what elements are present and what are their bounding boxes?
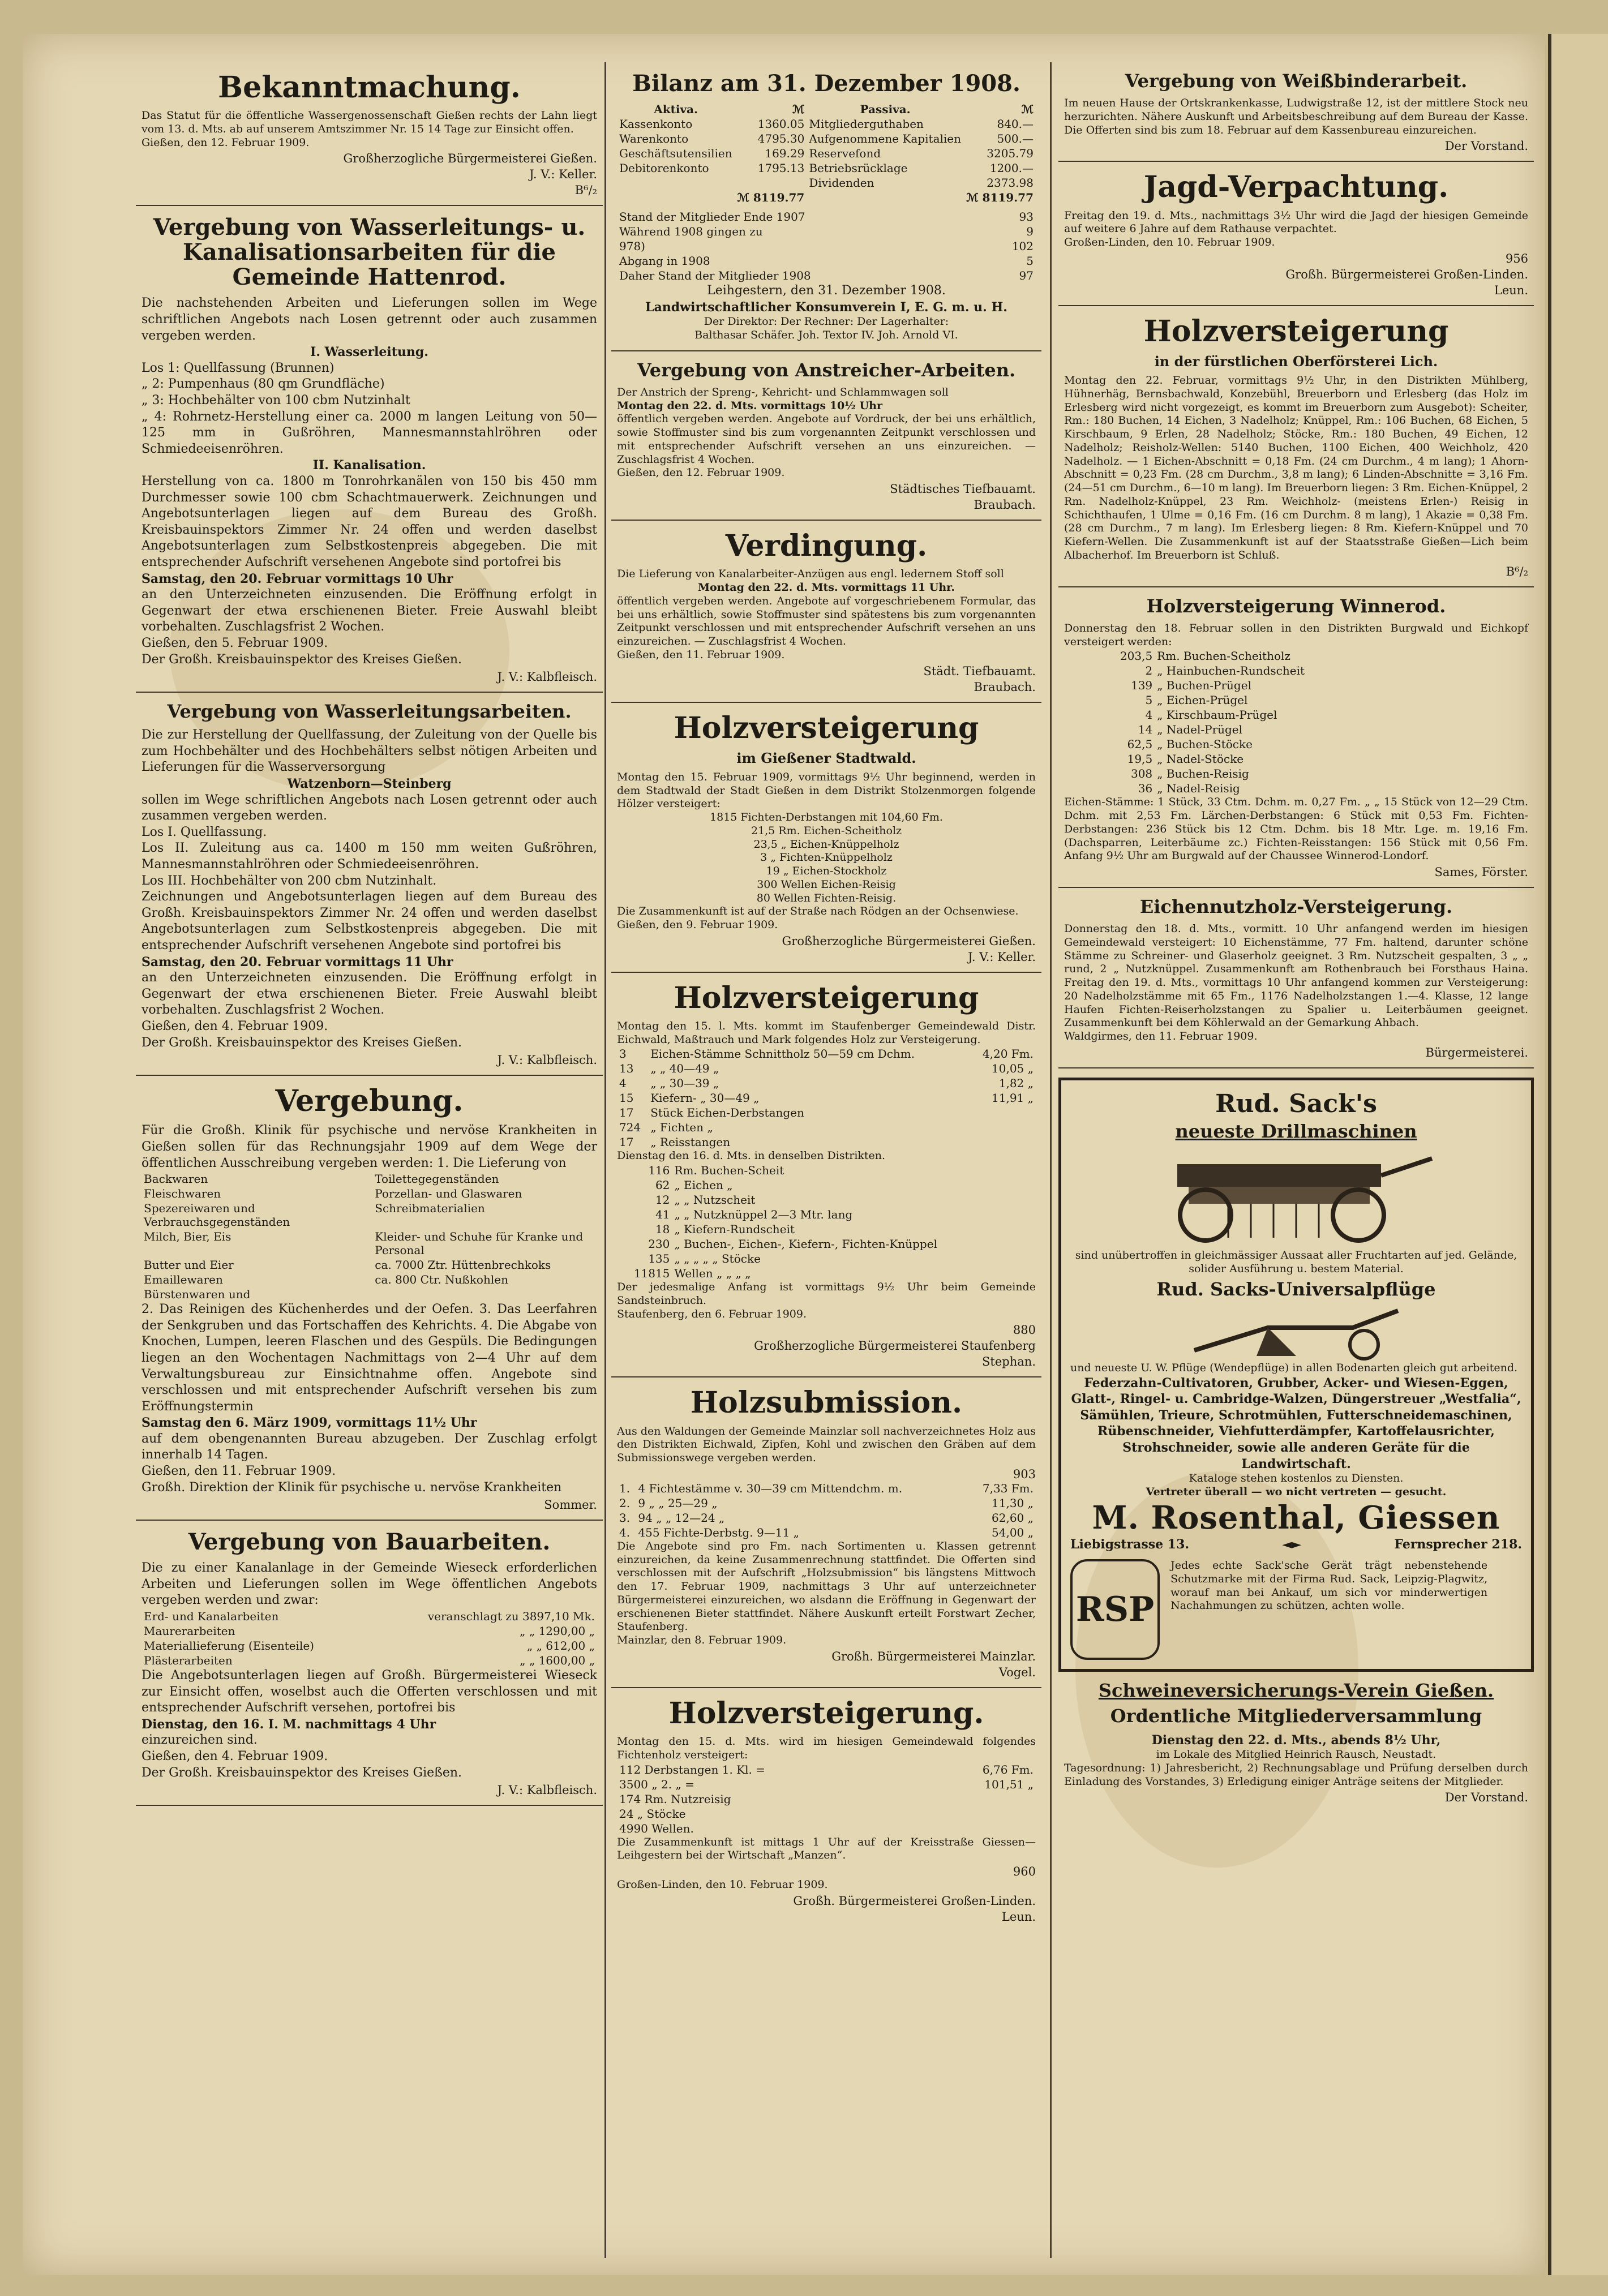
notice-title: Vergebung von Anstreicher-Arbeiten. (637, 359, 1016, 381)
notice-text: auf dem obengenannten Bureau abzugeben. Der Zuschlag erfolgt innerhalb 14 Tagen. (141, 1431, 597, 1462)
table-row: 41 „ „ Nutzknüppel 2—3 Mtr. lang (655, 1208, 853, 1222)
notice-date: Leihgestern, den 31. Dezember 1908. (707, 284, 946, 298)
notice-title: Vergebung von Wasserleitungs- u. Kanalisationsarbeiten für die Gemeinde Hattenrod. (153, 214, 586, 291)
notice-intro: Die zur Herstellung der Quellfassung, der Zuleitung von der Quelle bis zum Hochbehälter und des Hochbehälters selbst nötigen Arbeiten und Lieferungen für die Wasserversorgung (141, 728, 597, 775)
notice-signature-name: Leun. (1001, 1909, 1036, 1924)
notice-subtitle: im Gießener Stadtwald. (736, 749, 916, 766)
table-row: Debitorenkonto 1795.13 Betriebsrücklage 1200.— (619, 161, 1034, 175)
notice-signature: Großh. Bürgermeisterei Großen-Linden. (793, 1894, 1036, 1908)
notice-date: Gießen, den 4. Februar 1909. (141, 1019, 328, 1033)
table-row: 11815 Wellen „ „ „ „ (633, 1267, 751, 1281)
table-row: 62,5 „ Buchen-Stöcke (1127, 737, 1253, 752)
notice-text: 2. Das Reinigen des Küchenherdes und der Oefen. 3. Das Leerfahren der Senkgruben und das Fortschaffen des Kehrichts. 4. Die Abgabe von Knochen, Lumpen, leeren Flaschen und des Gespüls. Die Bedingungen liegen an den Wochentagen Nachmittags von 2—4 Uhr auf dem Verwaltungsbureau zur Einsichtnahme offen. Angebote sind verschlossen und mit entsprechender Aufschrift versehen bis zum Eröffnungstermin (141, 1302, 597, 1414)
column-middle (611, 62, 1041, 2258)
table-row: 18 „ Kiefern-Rundscheit (655, 1222, 795, 1237)
notice-verdingung (611, 521, 1041, 702)
notice-deadline: Montag den 22. d. Mts. vormittags 11 Uhr. (697, 581, 955, 594)
notice-signature: Der Vorstand. (1444, 139, 1528, 153)
ad-catalog: Kataloge stehen kostenlos zu Diensten. (1189, 1472, 1404, 1485)
table-row: 4. 455 Fichte-Derbstg. 9—11 „ 54,00 „ (619, 1525, 1034, 1539)
notice-intro: Die zu einer Kanalanlage in der Gemeinde Wieseck erforderlichen Arbeiten und Lieferungen sollen im Wege öffentlichen Angebots vergeben werden und zwar: (141, 1561, 597, 1608)
member-stats (617, 209, 1036, 283)
notice-holz-stadtwald (611, 703, 1041, 973)
arrow-icon: ◄► (1282, 1537, 1302, 1552)
table-row: 203,5 Rm. Buchen-Scheitholz (1120, 649, 1290, 663)
table-row: 139 „ Buchen-Prügel (1130, 679, 1251, 693)
notice-number: 960 (1013, 1865, 1036, 1879)
notice-date: Gießen, den 9. Februar 1909. (617, 919, 778, 931)
notice-signature: Großherzogliche Bürgermeisterei Staufenberg (754, 1339, 1036, 1353)
ad-trademark-notice: Jedes echte Sack'sche Gerät trägt nebenstehende Schutzmarke mit der Firma Rud. Sack, Leipzig-Plagwitz, worauf man bei Ankauf, um sich vor minderwertigen Nachahmungen zu schützen, achten wolle. (1170, 1559, 1488, 1612)
table-row: 17 Stück Eichen-Derbstangen (619, 1106, 804, 1120)
notice-schweineversicherung (1058, 1672, 1534, 1812)
table-row: 4 „ „ 30—39 „ 1,82 „ (619, 1076, 1034, 1091)
notice-signature: Der Großh. Kreisbauinspektor des Kreises Gießen. (141, 652, 462, 667)
notice-text: Der jedesmalige Anfang ist vormittags 9½ Uhr beim Gemeinde Sandsteinbruch. (617, 1281, 1036, 1307)
notice-vergebung-klinik (136, 1076, 603, 1521)
list-item: 19 „ Eichen-Stockholz (766, 865, 887, 877)
supply-item: ca. 800 Ctr. Nußkohlen (375, 1273, 508, 1287)
table-row: Während 1908 gingen zu 9 (619, 225, 1034, 238)
notice-signature-name: J. V.: Keller. (529, 168, 597, 182)
column-header: Passiva. (860, 102, 911, 116)
column-header: Aktiva. (654, 102, 698, 116)
notice-code: B⁶/₂ (1506, 564, 1528, 578)
table-row: 308 „ Buchen-Reisig (1130, 767, 1249, 781)
notice-signature: Der Vorstand. (1444, 1791, 1528, 1805)
notice-signature-name: Vogel. (998, 1665, 1036, 1679)
notice-holz-winnerod (1058, 587, 1534, 888)
notice-number: 880 (1013, 1323, 1036, 1337)
adjacent-page-edge (1548, 34, 1608, 2275)
notice-title: Vergebung von Weißbinderarbeit. (1125, 70, 1468, 92)
supply-item: Backwaren (144, 1172, 208, 1186)
notice-holz-grossen-linden (611, 1688, 1041, 1932)
notice-subtitle: in der fürstlichen Oberförsterei Lich. (1154, 353, 1438, 370)
list-item: 1815 Fichten-Derbstangen mit 104,60 Fm. (710, 811, 943, 823)
notice-title: Holzversteigerung. (668, 1696, 984, 1731)
trademark-logo: RSP (1070, 1559, 1160, 1660)
notice-signature: Großh. Direktion der Klinik für psychische u. nervöse Krankheiten (141, 1480, 562, 1495)
table-row: 174 Rm. Nutzreisig (619, 1792, 731, 1806)
table-row: 2. 9 „ „ 25—29 „ 11,30 „ (619, 1496, 1034, 1510)
notice-title: Holzversteigerung (674, 980, 979, 1015)
currency-header: ℳ (792, 102, 805, 116)
notice-signature-name: Stephan. (982, 1355, 1036, 1369)
table-row: Plästerarbeiten „ „ 1600,00 „ (144, 1654, 595, 1668)
table-row: 12 „ „ Nutzscheit (655, 1193, 756, 1207)
timber-table (617, 1163, 1036, 1281)
lot-item: „ 4: Rohrnetz-Herstellung einer ca. 2000 m langen Leitung von 50—125 mm in Gußröhren, Mannesmannstahlröhren oder Schmiedeeisenröhren. (141, 409, 597, 456)
notice-bauarbeiten (136, 1521, 603, 1806)
table-row: Kassenkonto 1360.05 Mitgliederguthaben 840.— (619, 117, 1034, 131)
notice-text: Donnerstag den 18. d. Mts., vormitt. 10 Uhr anfangend werden im hiesigen Gemeindewald versteigert: 10 Eichenstämme, 77 Fm. haltend, darunter schöne Stämme zu Schreiner- und Glaserholz geeignet. 3 Rm. Nutzscheit gespalten, 3 „ „ rund, 2 „ Nutzknüppel. Zusammenkunft am Rothenbrauch bei Forsthaus Haina. Freitag den 19. d. Mts., vormittags 10 Uhr anfangend kommen zur Versteigerung: 20 Nadelholzstämme mit 65 Fm., 1176 Nadelholzstangen 1.—4. Klasse, 12 lange Haufen Fichten-Reiserholzstangen zu Spalier u. Leiterbäumen geeignet. Zusammenkunft bei dem Köhlerwald an der Gemarkung Ahbach. (1064, 922, 1528, 1029)
table-row: 978) 102 (619, 239, 1034, 253)
notice-title: Vergebung. (275, 1084, 464, 1119)
notice-holzsubmission (611, 1377, 1041, 1688)
table-row: Dividenden 2373.98 (809, 176, 1034, 190)
table-row: Daher Stand der Mitglieder 1908 97 (619, 269, 1034, 282)
supply-item: Bürstenwaren und (144, 1288, 251, 1302)
column-left (136, 62, 603, 2258)
notice-eichennutzholz (1058, 888, 1534, 1068)
notice-date: Gießen, den 12. Februar 1909. (141, 136, 310, 149)
notice-text: Aus den Waldungen der Gemeinde Mainzlar soll nachverzeichnetes Holz aus den Distrikten Eichwald, Zipfen, Kohl und zwischen den Gräben auf dem Submissionswege vergeben werden. (617, 1424, 1036, 1465)
table-row: 14 „ Nadel-Prügel (1138, 723, 1243, 737)
notice-deadline: Dienstag, den 16. I. M. nachmittags 4 Uhr (141, 1716, 436, 1732)
supply-item: Schreibmaterialien (375, 1201, 485, 1216)
notice-deadline: Montag den 22. d. Mts. vormittags 10½ Uhr (617, 399, 882, 412)
notice-signature: Großh. Bürgermeisterei Großen-Linden. (1285, 267, 1528, 281)
list-item: 300 Wellen Eichen-Reisig (757, 878, 896, 891)
notice-title: Eichennutzholz-Versteigerung. (1139, 896, 1453, 917)
place-heading: Watzenborn—Steinberg (287, 776, 452, 792)
notice-text: Eichen-Stämme: 1 Stück, 33 Ctm. Dchm. m. 0,27 Fm. „ „ 15 Stück von 12—29 Ctm. Dchm. mit 2,53 Fm. Lärchen-Derbstangen: 6 Stück mit 0,53 Fm. Fichten-Derbstangen: 236 Stück bis 12 Ctm. Dchm. bis 18 Mtr. Lge. m. 19,16 Fm. (Dachsparren, Leiterbäume zc.) Fichten-Reisstangen: 156 Stück mit 0,56 Fm. Anfang 9½ Uhr am Burgwald auf der Chaussee Winnerod-Londorf. (1064, 796, 1528, 862)
advertisement-rud-sack (1058, 1078, 1534, 1672)
table-row: 2 „ Hainbuchen-Rundscheit (1145, 664, 1305, 678)
table-row: 135 „ „ „ „ „ Stöcke (648, 1252, 761, 1266)
notice-deadline: Samstag, den 20. Februar vormittags 10 Uhr (141, 571, 453, 586)
notice-signature: Bürgermeisterei. (1425, 1045, 1528, 1059)
supply-item: Toilettegegenständen (375, 1172, 499, 1186)
ad-headline: neueste Drillmaschinen (1175, 1120, 1417, 1142)
section-heading: I. Wasserleitung. (310, 345, 428, 360)
notice-bekanntmachung (136, 62, 603, 206)
ad-dealer-phone: Fernsprecher 218. (1394, 1537, 1522, 1552)
ad-agents: Vertreter überall — wo nicht vertreten — gesucht. (1146, 1485, 1447, 1498)
ad-plough-text: und neueste U. W. Pflüge (Wendepflüge) in allen Bodenarten gleich gut arbeitend. (1070, 1361, 1518, 1374)
table-row: 1. 4 Fichtestämme v. 30—39 cm Mittendchm. m. 7,33 Fm. (619, 1481, 1034, 1495)
notice-signature: Großherzogliche Bürgermeisterei Gießen. (343, 152, 597, 166)
supply-item: Porzellan- und Glaswaren (375, 1187, 522, 1201)
table-row: Erd- und Kanalarbeiten veranschlagt zu 3897,10 Mk. (144, 1610, 595, 1624)
notice-title: Holzversteigerung (1143, 314, 1449, 349)
notice-intro: Für die Großh. Klinik für psychische und nervöse Krankheiten in Gießen sollen für das Rechnungsjahr 1909 auf dem Wege der öffentlichen Ausschreibung vergeben werden: 1. Die Lieferung von (141, 1123, 597, 1170)
supply-item: ca. 7000 Ztr. Hüttenbrechkoks (375, 1258, 551, 1272)
notice-signature: Städt. Tiefbauamt. (923, 664, 1036, 678)
notice-title: Bekanntmachung. (218, 70, 521, 105)
table-row: 5 „ Eichen-Prügel (1145, 693, 1248, 707)
column-rule (604, 62, 606, 2258)
column-right (1058, 62, 1534, 2258)
notice-signature-name: Braubach. (974, 498, 1036, 512)
notice-anstreicher (611, 351, 1041, 521)
notice-text: Die Zusammenkunft ist auf der Straße nach Rödgen an der Ochsenwiese. (617, 905, 1019, 918)
table-row: 36 „ Nadel-Reisig (1138, 782, 1240, 796)
notice-signature-name: Leun. (1494, 283, 1528, 297)
table-row: Maurerarbeiten „ „ 1290,00 „ (144, 1624, 595, 1638)
notice-signature-name: J. V.: Keller. (968, 950, 1036, 964)
notice-text: Donnerstag den 18. Februar sollen in den Distrikten Burgwald und Eichkopf versteigert werden: (1064, 621, 1528, 648)
lot-item: Los 1: Quellfassung (Brunnen) (141, 361, 335, 375)
ad-tagline: sind unübertroffen in gleichmässiger Aussaat aller Fruchtarten auf jed. Gelände, solider Ausführung u. bestem Material. (1075, 1249, 1517, 1275)
notice-text: öffentlich vergeben werden. Angebote auf Vordruck, der bei uns erhältlich, sowie Stoffmuster sind bis zum vorgenannten Zeitpunkt verschlossen und mit entsprechender Aufschrift versehen an uns einzureichen. — Zuschlagsfrist 4 Wochen. (617, 413, 1036, 466)
supply-item: Butter und Eier (144, 1258, 234, 1272)
timber-table (1064, 649, 1528, 796)
ad-brand: Rud. Sack's (1215, 1089, 1377, 1118)
table-row: 17 „ Reisstangen (619, 1135, 731, 1149)
organization: Landwirtschaftlicher Konsumverein I, E. G. m. u. H. (645, 299, 1007, 315)
ad-plough-heading: Rud. Sacks-Universalpflüge (1156, 1278, 1436, 1300)
notice-date: Großen-Linden, den 10. Februar 1909. (617, 1878, 828, 1891)
currency-header: ℳ (1021, 102, 1034, 116)
notice-text: Montag den 22. Februar, vormittags 9½ Uhr, in den Distrikten Mühlberg, Hühnerhäg, Bernsbachwald, Konzebühl, Breuerborn und Erlesberg (das Holz im Erlesberg wird nicht vorgezeigt, es kommt im Breuerborn zum Ausgebot): Scheiter, Rm.: 180 Buchen, 14 Eichen, 3 Nadelholz; Knüppel, Rm.: 106 Buchen, 68 Eichen, 5 Kirschbaum, 9 Erlen, 28 Nadelholz; Stöcke, Rm.: 180 Buchen, 49 Eichen, 12 Nadelholz; Reisholz-Wellen: 5140 Buchen, 1100 Eichen, 400 Weichholz, 420 Nadelholz. — 1 Eichen-Abschnitt = 0,18 Fm. (24 cm Durchm., 4 m lang); 1 Ahorn-Abschnitt = 0,23 Fm. (28 cm Durchm., 3,8 m lang); 6 Linden-Abschnitte = 3,16 Fm. (24—51 cm Durchm., 6—10 m lang). Im Breuerborn liegen: 3 Rm. Eichen-Knüppel, 2 Rm. Nadelholz-Knüppel, 23 Rm. Weichholz- (meistens Erlen-) Reisig in Schichthaufen, 1 Ulme = 0,16 Fm. (16 cm Durchm. 8 m lang), 1 Akazie = 0,38 Fm. (28 cm Durchm., 7 m lang). Im Erlesberg liegen: 8 Rm. Kiefern-Knüppel und 70 Kiefern-Wellen. Die Zusammenkunft ist auf der Staatsstraße Gießen—Lich beim Albacherhof. Im Breuerborn ist Schluß. (1064, 374, 1528, 561)
notice-title: Holzversteigerung (674, 710, 979, 745)
notice-subtitle: Ordentliche Mitgliederversammlung (1110, 1705, 1482, 1727)
notice-date: Dienstag den 22. d. Mts., abends 8½ Uhr, (1151, 1732, 1441, 1748)
notice-signature-name: Sommer. (544, 1498, 597, 1512)
table-row: 4990 Wellen. (619, 1821, 694, 1835)
drill-machine-illustration (1155, 1147, 1438, 1243)
table-row: 3500 „ 2. „ = 101,51 „ (619, 1777, 1034, 1791)
notice-text: Montag den 15. Februar 1909, vormittags 9½ Uhr beginnend, werden in dem Stadtwald der Stadt Gießen in dem Distrikt Stolzenmorgen folgende Hölzer versteigert: (617, 770, 1036, 810)
list-item: 3 „ Fichten-Knüppelholz (760, 851, 893, 864)
notice-text: Dienstag den 16. d. Mts. in denselben Distrikten. (617, 1149, 886, 1162)
balance-table (617, 102, 1036, 205)
supply-item: Spezereiwaren und Verbrauchsgegenständen (144, 1201, 290, 1229)
column-rule (1050, 62, 1052, 2258)
list-item: 80 Wellen Fichten-Reisig. (756, 891, 897, 904)
table-row: 3. 94 „ „ 12—24 „ 62,60 „ (619, 1510, 1034, 1525)
table-row: Abgang in 1908 5 (619, 254, 1034, 268)
notice-location: im Lokale des Mitglied Heinrich Rausch, Neustadt. (1156, 1748, 1437, 1761)
notice-signature-name: Braubach. (974, 680, 1036, 694)
notice-date: Waldgirmes, den 11. Februar 1909. (1064, 1030, 1258, 1043)
lot-item: „ 3: Hochbehälter von 100 cbm Nutzinhalt (141, 393, 410, 407)
notice-signature-name: J. V.: Kalbfleisch. (497, 1053, 597, 1067)
notice-date: Gießen, den 11. Februar 1909. (617, 648, 785, 661)
notice-signature: Sames, Förster. (1434, 865, 1528, 879)
roles: Der Direktor: Der Rechner: Der Lagerhalter: (704, 315, 949, 328)
notice-title: Verdingung. (725, 529, 928, 564)
section-heading: II. Kanalisation. (312, 458, 426, 473)
notice-title: Holzsubmission. (690, 1385, 963, 1420)
notice-signature: Der Großh. Kreisbauinspektor des Kreises Gießen. (141, 1765, 462, 1780)
notice-title: Vergebung von Wasserleitungsarbeiten. (167, 701, 572, 723)
supply-item: Milch, Bier, Eis (144, 1230, 231, 1244)
ad-dealer-address: Liebigstrasse 13. (1070, 1537, 1190, 1552)
notice-title: Jagd-Verpachtung. (1143, 170, 1449, 205)
notice-number: 903 (1013, 1467, 1036, 1481)
notice-signature: Großh. Bürgermeisterei Mainzlar. (831, 1649, 1036, 1663)
notice-text: Tagesordnung: 1) Jahresbericht, 2) Rechnungsablage und Prüfung derselben durch Einladung des Vorstandes, 3) Erledigung einiger Anträge seitens der Mitglieder. (1064, 1761, 1528, 1788)
table-row: 19,5 „ Nadel-Stöcke (1127, 752, 1244, 766)
lot-item: Los I. Quellfassung. (141, 825, 267, 839)
notice-jagd (1058, 162, 1534, 306)
notice-text: Die Lieferung von Kanalarbeiter-Anzügen aus engl. ledernem Stoff soll (617, 568, 1004, 581)
table-row: 116 Rm. Buchen-Scheit (648, 1164, 784, 1178)
table-row: 15 Kiefern- „ 30—49 „ 11,91 „ (619, 1091, 1034, 1105)
notice-deadline: Samstag den 6. März 1909, vormittags 11½ Uhr (141, 1415, 477, 1431)
notice-text: Montag den 15. l. Mts. kommt im Staufenberger Gemeindewald Distr. Eichwald, Maßtrauch und Mark folgendes Holz zur Versteigerung. (617, 1019, 1036, 1046)
notice-date: Mainzlar, den 8. Februar 1909. (617, 1634, 787, 1647)
list-item: 23,5 „ Eichen-Knüppelholz (753, 838, 899, 851)
notice-date: Staufenberg, den 6. Februar 1909. (617, 1307, 807, 1320)
table-row: 13 „ „ 40—49 „ 10,05 „ (619, 1062, 1034, 1076)
ad-dealer-name: M. Rosenthal, Giessen (1092, 1499, 1500, 1537)
notice-code: B⁶/₂ (574, 183, 597, 198)
table-row: 62 „ Eichen „ (655, 1178, 733, 1192)
notice-text: Die Angebotsunterlagen liegen auf Großh. Bürgermeisterei Wieseck zur Einsicht offen, woselbst auch die Offerten verschlossen und mit entsprechender Aufschrift versehen, portofrei bis (141, 1668, 597, 1715)
supply-item: Kleider- und Schuhe für Kranke und Personal (375, 1230, 584, 1258)
lot-item: „ 2: Pumpenhaus (80 qm Grundfläche) (141, 377, 385, 392)
notice-text: sollen im Wege schriftlichen Angebots nach Losen getrennt oder auch zusammen vergeben werden. (141, 792, 597, 823)
notice-date: Großen-Linden, den 10. Februar 1909. (1064, 236, 1275, 249)
notice-number: 956 (1505, 251, 1528, 265)
lot-item: Los III. Hochbehälter von 200 cbm Nutzinhalt. (141, 873, 437, 888)
notice-holz-lich (1058, 306, 1534, 587)
notice-bilanz (611, 62, 1041, 351)
notice-text: Das Statut für die öffentliche Wassergenossenschaft Gießen rechts der Lahn liegt vom 13. d. Mts. ab auf unserem Amtszimmer Nr. 15 14 Tage zur Einsicht offen. (141, 109, 597, 135)
notice-text: Die Zusammenkunft ist mittags 1 Uhr auf der Kreisstraße Giessen—Leihgestern bei der Wirtschaft „Manzen“. (617, 1835, 1036, 1862)
notice-text: Montag den 15. d. Mts. wird im hiesigen Gemeindewald folgendes Fichtenholz versteigert: (617, 1735, 1036, 1761)
notice-date: Gießen, den 4. Februar 1909. (141, 1749, 328, 1763)
notice-date: Gießen, den 12. Februar 1909. (617, 466, 785, 479)
notice-signature-name: J. V.: Kalbfleisch. (497, 670, 597, 684)
notice-holz-staufenberg (611, 973, 1041, 1378)
list-item: 21,5 Rm. Eichen-Scheitholz (751, 824, 902, 837)
notice-text: Freitag den 19. d. Mts., nachmittags 3½ Uhr wird die Jagd der hiesigen Gemeinde auf weitere 6 Jahre auf dem Rathause verpachtet. (1064, 209, 1528, 235)
notice-title: Holzversteigerung Winnerod. (1146, 595, 1446, 617)
notice-text: an den Unterzeichneten einzusenden. Die Eröffnung erfolgt in Gegenwart der etwa erschienenen Bieter. Freie Auswahl bleibt vorbehalten. Zuschlagsfrist 2 Wochen. (141, 587, 597, 634)
notice-text: einzureichen sind. (141, 1733, 258, 1748)
table-row: 112 Derbstangen 1. Kl. = 6,76 Fm. (619, 1762, 1034, 1776)
notice-title: Bilanz am 31. Dezember 1908. (632, 70, 1020, 97)
notice-signature-name: J. V.: Kalbfleisch. (497, 1783, 597, 1797)
names: Balthasar Schäfer. Joh. Textor IV. Joh. Arnold VI. (694, 328, 958, 341)
notice-text: öffentlich vergeben werden. Angebote auf vorgeschriebenem Formular, das bei uns erhältlich, sowie Stoffmuster sind spätestens bis zum vorgenannten Zeitpunkt verschlossen und mit entsprechender Aufschrift versehen an uns einzureichen. — Zuschlagsfrist 4 Wochen. (617, 594, 1036, 648)
notice-weissbinder (1058, 62, 1534, 162)
ad-dealer-contact (1070, 1537, 1522, 1553)
notice-text: Im neuen Hause der Ortskrankenkasse, Ludwigstraße 12, ist der mittlere Stock neu herzurichten. Nähere Auskunft und Arbeitsbeschreibung auf dem Bureau der Kasse. Die Offerten sind bis zum 18. Februar auf dem Kassenbureau einzureichen. (1064, 97, 1528, 136)
notice-title: Schweineversicherungs-Verein Gießen. (1098, 1680, 1494, 1702)
notice-text: Der Anstrich der Spreng-, Kehricht- und Schlammwagen soll (617, 385, 949, 398)
table-row: Materiallieferung (Eisenteile) „ „ 612,00 „ (144, 1639, 595, 1653)
notice-signature: Städtisches Tiefbauamt. (890, 482, 1036, 496)
notice-signature: Der Großh. Kreisbauinspektor des Kreises Gießen. (141, 1035, 462, 1050)
table-row: 4 „ Kirschbaum-Prügel (1145, 708, 1277, 722)
timber-table (617, 1046, 1036, 1149)
plough-illustration (1183, 1305, 1409, 1362)
notice-date: Gießen, den 11. Februar 1909. (141, 1464, 336, 1479)
notice-signature: Großherzogliche Bürgermeisterei Gießen. (782, 934, 1036, 948)
lot-item: Los II. Zuleitung aus ca. 1400 m 150 mm weiten Gußröhren, Mannesmannstahlröhren oder Schmiedeeisenröhren. (141, 841, 597, 872)
timber-table (617, 1762, 1036, 1836)
notice-text: Zeichnungen und Angebotsunterlagen liegen auf dem Bureau des Großh. Kreisbauinspektors Zimmer Nr. 24 offen und werden daselbst Angebotsunterlagen zum Selbstkostenpreis abgegeben. Die mit entsprechender Aufschrift versehenen Angebote sind portofrei bis (141, 890, 597, 952)
table-row: 724 „ Fichten „ (619, 1121, 713, 1135)
supply-item: Fleischwaren (144, 1187, 221, 1201)
ad-trademark-block (1070, 1559, 1522, 1660)
notice-deadline: Samstag, den 20. Februar vormittags 11 Uhr (141, 954, 453, 969)
notice-hattenrod (136, 206, 603, 693)
table-row: 3 Eichen-Stämme Schnittholz 50—59 cm Dchm. 4,20 Fm. (619, 1047, 1034, 1061)
ad-product-list: Federzahn-Cultivatoren, Grubber, Acker- und Wiesen-Eggen, Glatt-, Ringel- u. Cambridge-Walzen, Düngerstreuer „Westfalia“, Sämühlen, Trieure, Schrotmühlen, Futterschneidemaschinen, Rübenschneider, Viehfutterdämpfer, Kartoffelausrichter, Strohschneider, sowie alle anderen Geräte für die Landwirtschaft. (1071, 1375, 1521, 1471)
supply-list (141, 1171, 597, 1302)
supply-item: Emaillewaren (144, 1273, 223, 1287)
table-row: Stand der Mitglieder Ende 1907 93 (619, 210, 1034, 224)
table-row: Geschäftsutensilien 169.29 Reservefond 3205.79 (619, 147, 1034, 160)
notice-text: an den Unterzeichneten einzusenden. Die Eröffnung erfolgt in Gegenwart der etwa erschienenen Bieter. Freie Auswahl bleibt vorbehalten. Zuschlagsfrist 2 Wochen. (141, 971, 597, 1018)
timber-table (617, 1481, 1036, 1540)
table-row: Warenkonto 4795.30 Aufgenommene Kapitalien 500.— (619, 132, 1034, 145)
notice-title: Vergebung von Bauarbeiten. (188, 1529, 551, 1556)
notice-text: Die Angebote sind pro Fm. nach Sortimenten u. Klassen getrennt einzureichen, da keine Zusammenrechnung stattfindet. Die Offerten sind verschlossen mit der Aufschrift „Holzsubmission“ bis längstens Mittwoch den 17. Februar 1909, nachmittags 3 Uhr auf unterzeichneter Bürgermeisterei einzureichen, wo alsdann die Eröffnung in Gegenwart der erschienenen Bieter stattfindet. Nähere Auskunft erteilt Forstwart Zecher, Staufenberg. (617, 1539, 1036, 1633)
table-row: 24 „ Stöcke (619, 1806, 686, 1821)
table-row: 230 „ Buchen-, Eichen-, Kiefern-, Fichten-Knüppel (648, 1237, 937, 1251)
cost-table (141, 1609, 597, 1668)
table-total-row: ℳ 8119.77 ℳ 8119.77 (737, 191, 1034, 204)
notice-watzenborn (136, 693, 603, 1076)
notice-text: Herstellung von ca. 1800 m Tonrohrkanälen von 150 bis 450 mm Durchmesser sowie 100 cbm Schachtmauerwerk. Zeichnungen und Angebotsunterlagen liegen auf dem Bureau des Großh. Kreisbauinspektors Zimmer Nr. 24 offen und werden daselbst Angebotsunterlagen zum Selbstkostenpreis abgegeben. Die mit entsprechender Aufschrift versehenen Angebote sind portofrei bis (141, 474, 597, 569)
notice-intro: Die nachstehenden Arbeiten und Lieferungen sollen im Wege schriftlichen Angebots nach Losen getrennt oder auch zusammen vergeben werden. (141, 296, 597, 343)
notice-date: Gießen, den 5. Februar 1909. (141, 636, 328, 650)
